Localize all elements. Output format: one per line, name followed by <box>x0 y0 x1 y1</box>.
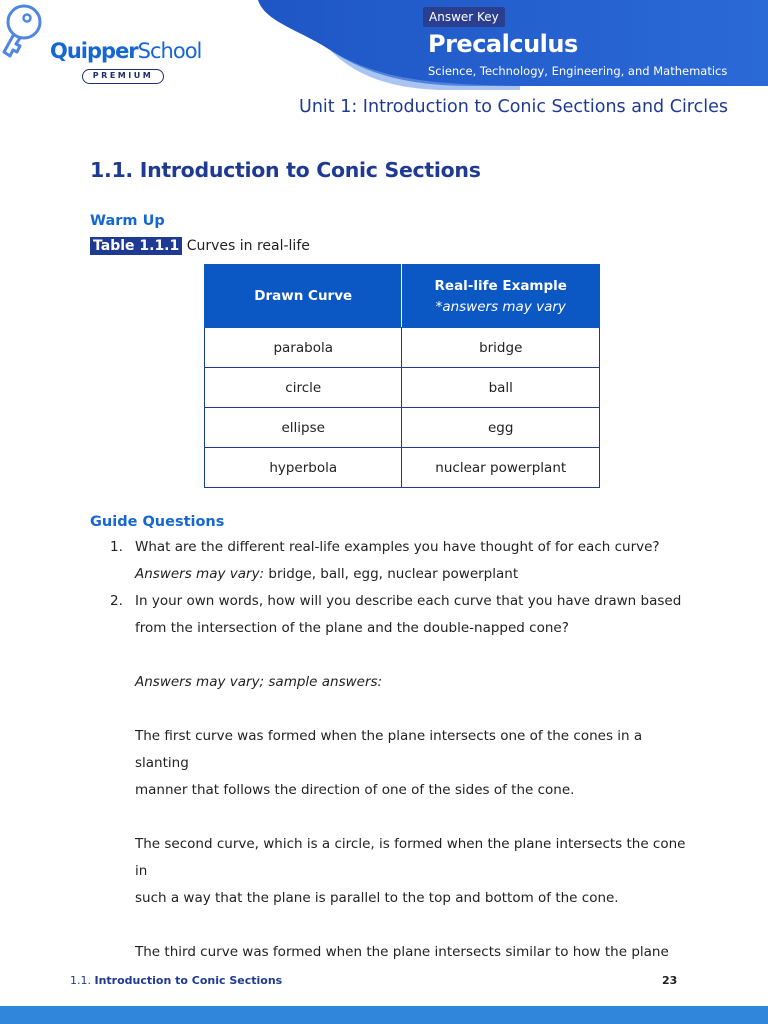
table-cell: bridge <box>402 328 600 368</box>
warm-up-heading: Warm Up <box>90 213 165 229</box>
answer-label: Answers may vary: <box>135 566 265 582</box>
question-text-line: from the intersection of the plane and the double-napped cone? <box>135 620 569 636</box>
answer-paragraph-line: such a way that the plane is parallel to the top and bottom of the cone. <box>135 890 619 906</box>
footer-bar <box>0 1006 768 1024</box>
table-header-row <box>205 265 600 328</box>
table-cell: circle <box>205 368 402 408</box>
table-cell: hyperbola <box>205 448 402 488</box>
question-text-line: In your own words, how will you describe each curve that you have drawn based <box>135 593 682 609</box>
page-number: 23 <box>662 974 678 987</box>
table-row <box>205 328 600 368</box>
answer-key-badge: Answer Key <box>423 7 505 27</box>
table-cell: ball <box>402 368 600 408</box>
table-row <box>205 408 600 448</box>
footer-section-label <box>70 974 282 987</box>
question-item <box>110 588 690 966</box>
answer-text: bridge, ball, egg, nuclear powerplant <box>264 566 519 582</box>
section-title: 1.1. Introduction to Conic Sections <box>90 158 481 182</box>
column-header-drawn-curve <box>205 265 402 328</box>
logo-brand-part1: Quipper <box>50 39 138 63</box>
column-header-label: Drawn Curve <box>254 288 353 304</box>
answer-paragraph-line: manner that follows the direction of one of the sides of the cone. <box>135 782 575 798</box>
answer-paragraph-line: The third curve was formed when the plane intersects similar to how the plane <box>135 944 669 960</box>
quipper-school-logo <box>50 39 201 63</box>
footer-section-title: Introduction to Conic Sections <box>94 974 283 987</box>
answer-paragraph-line: The first curve was formed when the plane intersects one of the cones in a slanting <box>135 728 643 771</box>
column-header-real-life-example <box>402 265 600 328</box>
unit-title: Unit 1: Introduction to Conic Sections and Circles <box>299 97 728 117</box>
table-tag: Table 1.1.1 <box>90 237 182 255</box>
column-header-label: Real-life Example <box>434 277 567 294</box>
answer-label: Answers may vary; sample answers: <box>135 674 383 690</box>
question-number: 1. <box>110 539 123 555</box>
premium-badge: PREMIUM <box>82 69 164 84</box>
subject-title: Precalculus <box>428 30 578 58</box>
question-text: What are the different real-life examples you have thought of for each curve? <box>135 539 660 555</box>
guide-questions-heading: Guide Questions <box>90 514 225 530</box>
answer-paragraph-line: The second curve, which is a circle, is formed when the plane intersects the cone in <box>135 836 686 879</box>
table-row <box>205 368 600 408</box>
table-cell: ellipse <box>205 408 402 448</box>
table-caption-text: Curves in real-life <box>186 238 310 254</box>
column-note: *answers may vary <box>435 298 566 315</box>
logo-brand-part2: School <box>137 39 202 63</box>
table-caption <box>90 238 310 254</box>
table-cell: egg <box>402 408 600 448</box>
table-row <box>205 448 600 488</box>
curves-table <box>204 264 600 488</box>
table-cell: nuclear powerplant <box>402 448 600 488</box>
key-icon <box>0 0 42 60</box>
strand-label: Science, Technology, Engineering, and Mathematics <box>428 64 728 78</box>
question-number: 2. <box>110 593 123 609</box>
question-item <box>110 534 690 588</box>
guide-questions-list <box>110 534 690 966</box>
answer-line <box>135 561 690 588</box>
footer-section-number: 1.1. <box>70 974 95 987</box>
table-cell: parabola <box>205 328 402 368</box>
